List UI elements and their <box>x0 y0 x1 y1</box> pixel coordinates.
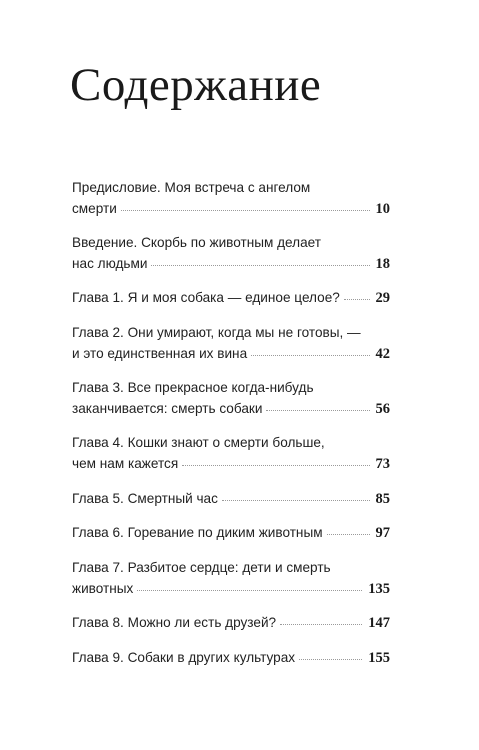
toc-entry-page-number: 135 <box>368 580 390 597</box>
toc-entry-chapter-3[interactable] <box>72 378 390 419</box>
dot-leader <box>121 209 370 211</box>
dot-leader <box>251 354 369 356</box>
toc-entry-page-number: 10 <box>375 200 390 217</box>
page-title: Содержание <box>70 59 322 111</box>
toc-entry-chapter-2[interactable] <box>72 323 390 364</box>
toc-entry-title: Глава 6. Горевание по диким животным <box>72 525 323 541</box>
toc-entry-page-number: 155 <box>368 649 390 666</box>
toc-entry-page-number: 56 <box>375 400 390 417</box>
toc-entry-chapter-9[interactable] <box>72 648 390 669</box>
toc-entry-title-line1: Глава 4. Кошки знают о смерти больше, <box>72 435 325 451</box>
dot-leader <box>344 298 370 300</box>
toc-entry-title-line2: смерти <box>72 200 117 216</box>
toc-entry-chapter-6[interactable] <box>72 523 390 544</box>
toc-entry-title-line2: и это единственная их вина <box>72 345 248 361</box>
dot-leader <box>151 264 369 266</box>
toc-entry-page-number: 18 <box>375 255 390 272</box>
dot-leader <box>137 589 362 591</box>
toc-entry-page-number: 85 <box>375 490 390 507</box>
toc-entry-title-line2: животных <box>72 580 134 596</box>
toc-entry-page-number: 73 <box>375 455 390 472</box>
toc-entry-title: Глава 9. Собаки в других культурах <box>72 649 296 665</box>
toc-entry-title-line1: Введение. Скорбь по животным делает <box>72 235 321 251</box>
toc-entry-title-line1: Глава 2. Они умирают, когда мы не готовы, — <box>72 325 361 341</box>
toc-entry-chapter-1[interactable] <box>72 288 390 309</box>
table-of-contents <box>72 178 390 668</box>
toc-entry-page-number: 147 <box>368 615 390 632</box>
toc-entry-title-line1: Предисловие. Моя встреча с ангелом <box>72 180 311 195</box>
dot-leader <box>280 623 362 625</box>
toc-entry-title: Глава 1. Я и моя собака — единое целое? <box>72 290 340 306</box>
toc-entry-title: Глава 8. Можно ли есть друзей? <box>72 615 277 631</box>
dot-leader <box>182 464 369 466</box>
toc-entry-chapter-4[interactable] <box>72 433 390 474</box>
toc-entry-title-line1: Глава 7. Разбитое сердце: дети и смерть <box>72 560 331 575</box>
toc-entry-title-line1: Глава 3. Все прекрасное когда-нибудь <box>72 380 314 396</box>
dot-leader <box>266 409 369 411</box>
dot-leader <box>327 533 370 535</box>
toc-entry-page-number: 97 <box>375 525 390 542</box>
toc-entry-title-line2: заканчивается: смерть собаки <box>72 400 263 416</box>
toc-entry-title-line2: чем нам кажется <box>72 455 179 471</box>
toc-entry-title: Глава 5. Смертный час <box>72 490 218 506</box>
toc-entry-preface[interactable] <box>72 178 390 219</box>
toc-entry-page-number: 29 <box>375 290 390 307</box>
dot-leader <box>222 499 370 501</box>
toc-entry-title-line2: нас людьми <box>72 255 148 271</box>
toc-entry-chapter-7[interactable] <box>72 558 390 599</box>
toc-entry-chapter-8[interactable] <box>72 613 390 634</box>
toc-entry-introduction[interactable] <box>72 233 390 274</box>
toc-entry-chapter-5[interactable] <box>72 489 390 510</box>
dot-leader <box>299 658 362 660</box>
toc-entry-page-number: 42 <box>375 345 390 362</box>
